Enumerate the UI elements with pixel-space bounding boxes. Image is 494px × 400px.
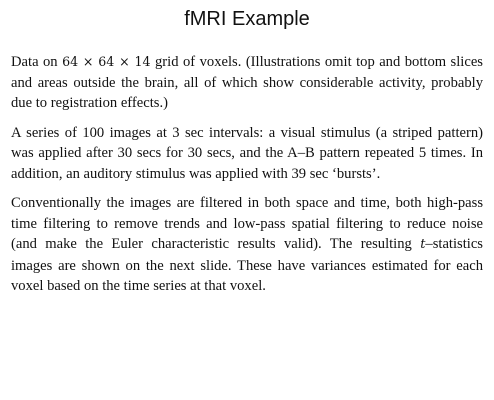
paragraph-text: grid of voxels. (Illustrations omit top and bottom slices and areas outside the brain, all of which show considerable activity, probably due to registration effects.) [11, 54, 483, 111]
paragraph-text: –statistics images are shown on the next slide. These have variances estimated for each voxel based on the time series at that voxel. [11, 236, 483, 294]
slide-body [11, 52, 483, 306]
paragraph-text: Conventionally the images are filtered in both space and time, both high-pass time filtering to remove trends and low-pass spatial filtering to reduce noise (and make the Euler characteristic results valid). The resulting [11, 195, 483, 252]
paragraph-data-grid [11, 52, 483, 114]
paragraph-text: A series of 100 images at 3 sec intervals: a visual stimulus (a striped pattern) was applied after 30 secs for 30 secs, and the A–B pattern repeated 5 times. In addition, an auditory stimulus was applied with 39 sec ‘bursts’. [11, 124, 483, 182]
paragraph-filtering [11, 193, 483, 297]
grid-dimensions-math: 64 × 64 × 14 [62, 54, 151, 69]
slide-title: fMRI Example [184, 8, 310, 30]
t-statistic-math: t [420, 237, 426, 252]
paragraph-text: Data on [11, 54, 63, 70]
paragraph-stimulus-series [11, 123, 483, 185]
